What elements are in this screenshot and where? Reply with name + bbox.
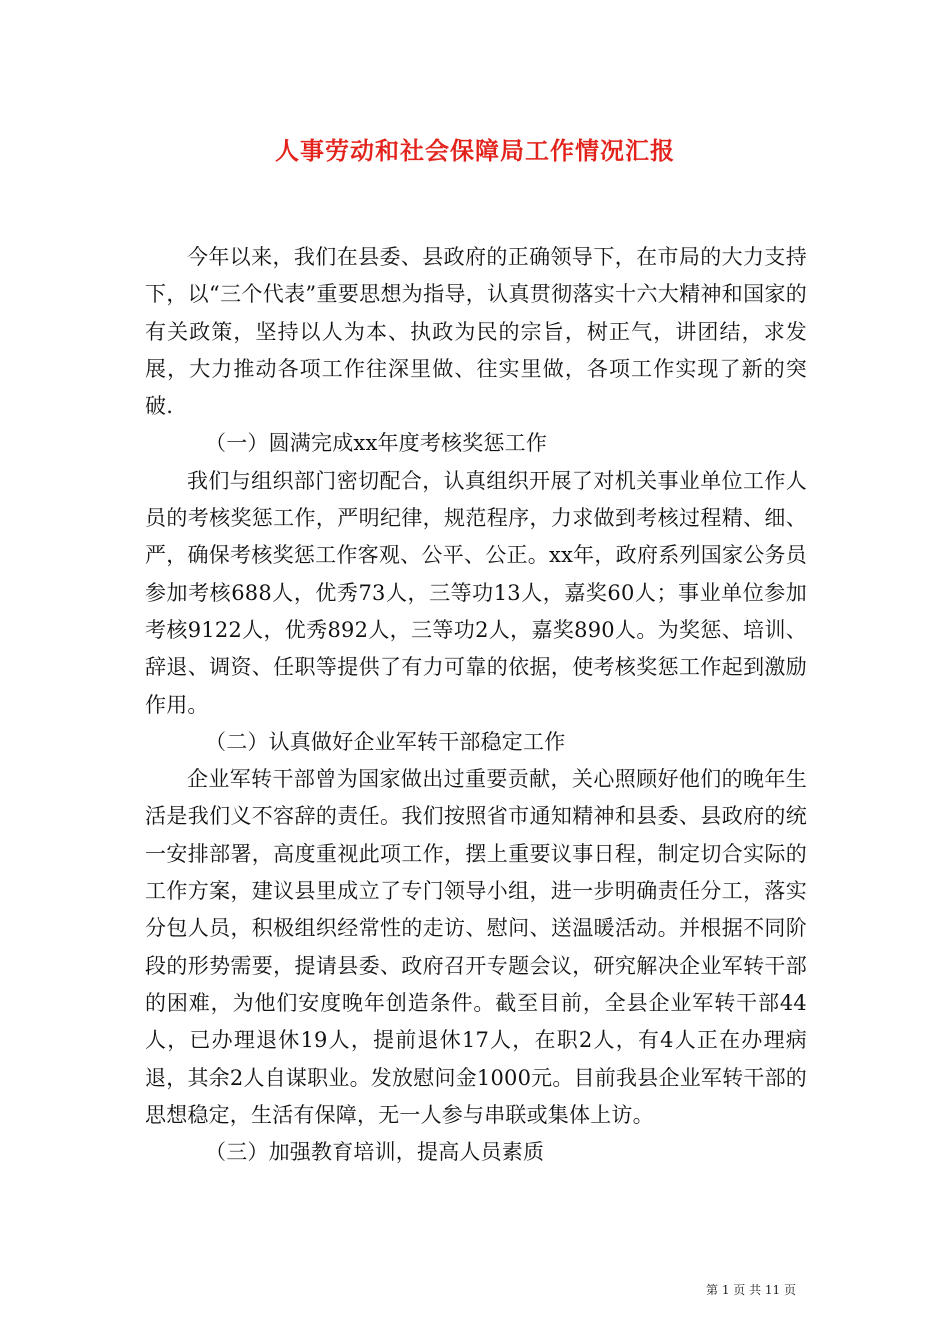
intro-paragraph: 今年以来，我们在县委、县政府的正确领导下，在市局的大力支持下，以“三个代表”重要思想为指导，认真贯彻落实十六大精神和国家的有关政策，坚持以人为本、执政为民的宗旨，树正气，讲团结，求发展，大力推动各项工作往深里做、往实里做，各项工作实现了新的突破. <box>145 245 807 419</box>
section-heading-3: （三）加强教育培训，提高人员素质 <box>205 1140 545 1165</box>
section-heading-2: （二）认真做好企业军转干部稳定工作 <box>205 729 566 754</box>
page-number-footer: 第 1 页 共 11 页 <box>706 1283 796 1297</box>
document-title: 人事劳动和社会保障局工作情况汇报 <box>275 136 675 165</box>
section-2-paragraph: 企业军转干部曾为国家做出过重要贡献，关心照顾好他们的晚年生活是我们义不容辞的责任。我们按照省市通知精神和县委、县政府的统一安排部署，高度重视此项工作，摆上重要议事日程，制定切合实际的工作方案，建议县里成立了专门领导小组，进一步明确责任分工，落实分包人员，积极组织经常性的走访、慰问、送温暖活动。并根据不同阶段的形势需要，提请县委、政府召开专题会议，研究解决企业军转干部的困难，为他们安度晚年创造条件。截至目前，全县企业军转干部44人，已办理退休19人，提前退休17人，在职2人，有4人正在办理病退，其余2人自谋职业。发放慰问金1000元。目前我县企业军转干部的思想稳定，生活有保障，无一人参与串联或集体上访。 <box>145 767 807 1127</box>
document-body <box>145 239 807 1171</box>
section-heading-1: （一）圆满完成xx年度考核奖惩工作 <box>205 431 548 456</box>
section-1-paragraph: 我们与组织部门密切配合，认真组织开展了对机关事业单位工作人员的考核奖惩工作，严明纪律，规范程序，力求做到考核过程精、细、严，确保考核奖惩工作客观、公平、公正。xx年，政府系列国家公务员参加考核688人，优秀73人，三等功13人，嘉奖60人；事业单位参加考核9122人，优秀892人，三等功2人，嘉奖890人。为奖惩、培训、辞退、调资、任职等提供了有力可靠的依据，使考核奖惩工作起到激励作用。 <box>145 468 807 717</box>
